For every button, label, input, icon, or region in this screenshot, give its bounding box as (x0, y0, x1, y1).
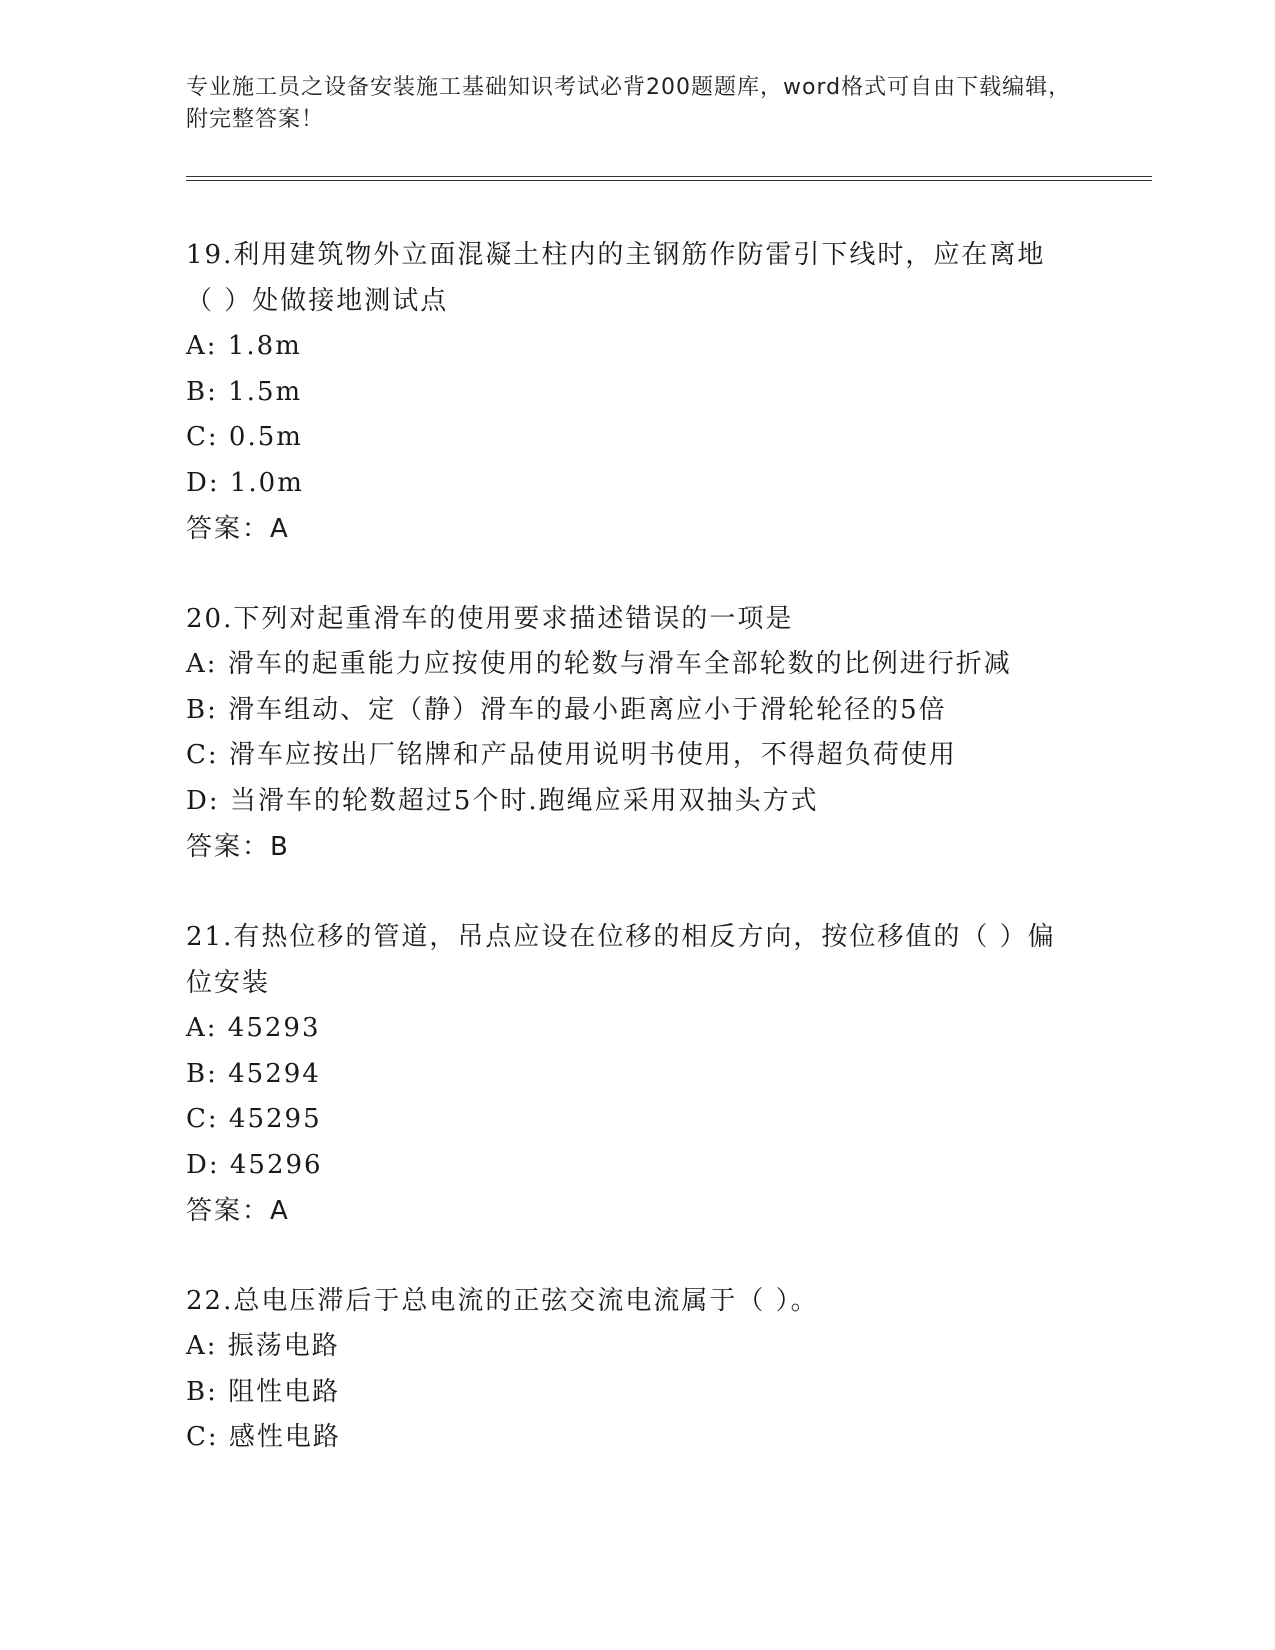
header-divider (186, 176, 1152, 181)
question-stem: 21.有热位移的管道，吊点应设在位移的相反方向，按位移值的（ ）偏位安装 (186, 922, 1056, 998)
answer-line: 答案：B (186, 832, 290, 862)
option-c: C: 感性电路 (186, 1422, 341, 1452)
option-b: B: 阻性电路 (186, 1376, 341, 1407)
option-a: A: 滑车的起重能力应按使用的轮数与滑车全部轮数的比例进行折减 (186, 649, 1012, 679)
question-list (186, 232, 1186, 1461)
option-a: A: 1.8m (186, 331, 302, 361)
option-c: C: 45295 (186, 1104, 322, 1134)
option-d: D: 45296 (186, 1149, 323, 1180)
question-22 (186, 1278, 1186, 1461)
option-d: D: 1.0m (186, 467, 304, 498)
option-b: B: 45294 (186, 1058, 321, 1089)
option-d: D: 当滑车的轮数超过5个时.跑绳应采用双抽头方式 (186, 785, 819, 816)
question-gap (186, 870, 1186, 914)
document-header: 专业施工员之设备安装施工基础知识考试必背200题题库，word格式可自由下载编辑，附完整答案！ (186, 75, 1072, 132)
question-stem: 20.下列对起重滑车的使用要求描述错误的一项是 (186, 604, 794, 634)
option-a: A: 振荡电路 (186, 1331, 340, 1361)
option-b: B: 滑车组动、定（静）滑车的最小距离应小于滑轮轮径的5倍 (186, 694, 947, 725)
question-stem: 19.利用建筑物外立面混凝土柱内的主钢筋作防雷引下线时，应在离地（ ）处做接地测试点 (186, 240, 1046, 316)
question-21 (186, 914, 1186, 1234)
question-gap (186, 1234, 1186, 1278)
question-stem: 22.总电压滞后于总电流的正弦交流电流属于（ ）。 (186, 1286, 819, 1316)
option-c: C: 滑车应按出厂铭牌和产品使用说明书使用，不得超负荷使用 (186, 740, 957, 770)
question-19 (186, 232, 1186, 552)
option-a: A: 45293 (186, 1013, 321, 1043)
question-20 (186, 596, 1186, 870)
option-b: B: 1.5m (186, 376, 303, 407)
option-c: C: 0.5m (186, 422, 303, 452)
answer-line: 答案：A (186, 514, 290, 544)
question-gap (186, 552, 1186, 596)
answer-line: 答案：A (186, 1196, 290, 1226)
